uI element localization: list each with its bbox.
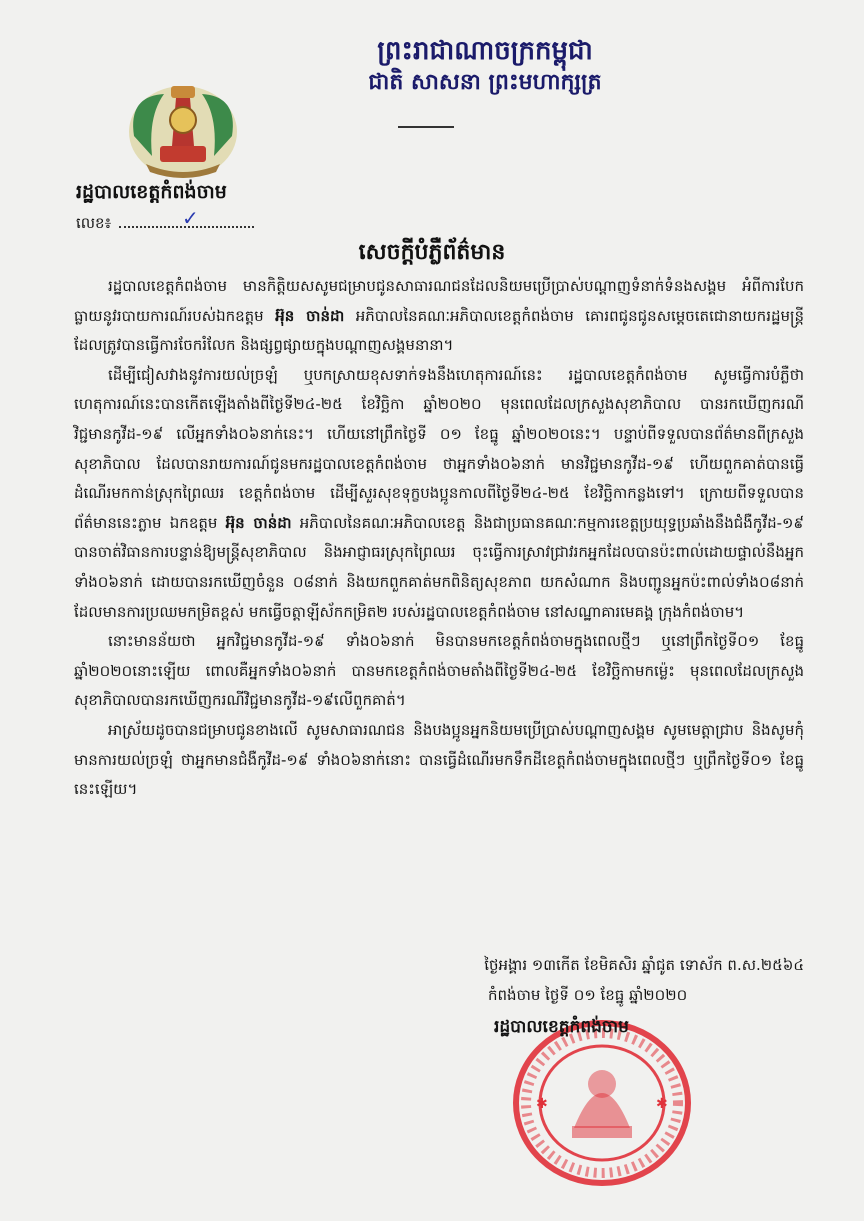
paragraph-1-text-b: អភិបាលនៃគណៈអភិបាលខេត្តកំពង់ចាម គោរពជូនជូនសម្តេចតេជោនាយករដ្ឋមន្ត្រី ដែលត្រូវបានធ្វើការចែករំលែក និងផ្សព្វផ្សាយក្នុងបណ្តាញសង្គមនានា។ — [74, 306, 804, 355]
svg-text:✱: ✱ — [656, 1096, 668, 1112]
kingdom-title: ព្រះរាជាណាចក្រកម្ពុជា — [377, 36, 593, 66]
paragraph-1-text-a: រដ្ឋបាលខេត្តកំពង់ចាម មានកិត្តិយសសូមជម្រាបជូនសាធារណជនដែលនិយមប្រើប្រាស់បណ្តាញទំនាក់ទំនងសង្គម អំពីការបែកធ្លាយនូវរបាយការណ៍របស់ឯកឧត្តម — [74, 277, 804, 325]
svg-text:✱: ✱ — [536, 1096, 548, 1112]
governor-name: អ៊ុន ចាន់ដា — [225, 513, 292, 532]
reference-line — [76, 212, 254, 236]
paragraph-4: អាស្រ័យដូចបានជម្រាបជូនខាងលើ សូមសាធារណជន និងបងប្អូនអ្នកនិយមប្រើប្រាស់បណ្តាញសង្គម សូមមេត្តាជ្រាប និងសូមកុំមានការយល់ច្រឡំ ថាអ្នកមានជំងឺកូវីដ-១៩ ទាំង០៦នាក់នោះ បានធ្វើដំណើរមកទឹកដីខេត្តកំពង់ចាមក្នុងពេលថ្មីៗ ឬព្រឹកថ្ងៃទី០១ ខែធ្នូនេះឡើយ។ — [74, 720, 804, 799]
checkmark-icon: ✓ — [182, 206, 199, 230]
signer-name: រដ្ឋបាលខេត្តកំពង់ចាម — [494, 1017, 629, 1037]
paragraph-2-text-b: អភិបាលនៃគណៈអភិបាលខេត្ត និងជាប្រធានគណៈកម្មការខេត្តប្រយុទ្ធប្រឆាំងនឹងជំងឺកូវីដ-១៩ បានចាត់វិធានការបន្ទាន់ឱ្យមន្ត្រីសុខាភិបាល និងអាជ្ញាធរស្រុកព្រៃឈរ ចុះធ្វើការស្រាវជ្រាវរកអ្នកដែលបានប៉ះពាល់ដោយផ្ទាល់នឹងអ្នកទាំង០៦នាក់ ដោយបានរកឃើញចំនួន ០៨នាក់ និងយកពួកគាត់មកពិនិត្យសុខភាព យកសំណាក និងបញ្ជូនអ្នកប៉ះពាល់ទាំង០៨នាក់ដែលមានការប្រឈមកម្រិតខ្ពស់ មកធ្វើចត្តាឡីស័កកម្រិត២ របស់រដ្ឋបាលខេត្តកំពង់ចាម នៅសណ្ឋាគារមេគង្គ ក្រុងកំពង់ចាម។ — [74, 513, 804, 621]
governor-name: អ៊ុន ចាន់ដា — [275, 306, 345, 325]
paragraph-3: នោះមានន័យថា អ្នកវិជ្ជមានកូវីដ-១៩ ទាំង០៦នាក់ មិនបានមកខេត្តកំពង់ចាមក្នុងពេលថ្មីៗ ឬនៅព្រឹកថ្ងៃទី០១ ខែធ្នូ ឆ្នាំ២០២០នោះឡើយ ពោលគឺអ្នកទាំង០៦នាក់ បានមកខេត្តកំពង់ចាមតាំងពីថ្ងៃទី២៤-២៥ ខែវិច្ឆិកាមកម្ល៉េះ មុនពេលដែលក្រសួងសុខាភិបាលបានរកឃើញករណីវិជ្ជមានកូវីដ-១៩លើពួកគាត់។ — [74, 632, 804, 710]
lunar-date: ថ្ងៃអង្គារ ១៣កើត ខែមិគសិរ ឆ្នាំជូត ទោស័ក ព.ស.២៥៦៤ — [484, 956, 804, 974]
document-title: សេចក្តីបំភ្លឺព័ត៌មាន — [358, 240, 506, 265]
kingdom-emblem-icon — [124, 76, 242, 182]
document-body — [74, 272, 804, 805]
reference-label: លេខ៖ — [76, 214, 112, 232]
paragraph-2 — [74, 361, 804, 627]
kingdom-motto: ជាតិ សាសនា ព្រះមហាក្សត្រ — [368, 70, 602, 95]
kingdom-header — [330, 34, 640, 98]
solar-date: កំពង់ចាម ថ្ងៃទី ០១ ខែធ្នូ ឆ្នាំ២០២០ — [488, 986, 688, 1004]
header-divider — [398, 126, 454, 128]
paragraph-2-text-a: ដើម្បីជៀសវាងនូវការយល់ច្រឡំ ឬបកស្រាយខុសទាក់ទងនឹងហេតុការណ៍នេះ រដ្ឋបាលខេត្តកំពង់ចាម សូមធ្វើការបំភ្លឺថា ហេតុការណ៍នេះបានកើតឡើងតាំងពីថ្ងៃទី២៤-២៥ ខែវិច្ឆិកា ឆ្នាំ២០២០ មុនពេលដែលក្រសួងសុខាភិបាល បានរកឃើញករណីវិជ្ជមានកូវីដ-១៩ លើអ្នកទាំង០៦នាក់នេះ។ ហើយនៅព្រឹកថ្ងៃទី ០១ ខែធ្នូ ឆ្នាំ២០២០នេះ។ បន្ទាប់ពីទទួលបានព័ត៌មានពីក្រសួងសុខាភិបាល ដែលបានរាយការណ៍ជូនមករដ្ឋបាលខេត្តកំពង់ចាម ថាអ្នកទាំង០៦នាក់ មានវិជ្ជមានកូវីដ-១៩ ហើយពួកគាត់បានធ្វើដំណើរមកកាន់ស្រុកព្រៃឈរ ខេត្តកំពង់ចាម ដើម្បីសួរសុខទុក្ខបងប្អូនកាលពីថ្ងៃទី២៤-២៥ ខែវិច្ឆិកាកន្លងទៅ។ ក្រោយពីទទួលបានព័ត៌មាននេះភ្លាម ឯកឧត្តម — [74, 365, 804, 532]
paragraph-1 — [74, 272, 804, 361]
issuer-name: រដ្ឋបាលខេត្តកំពង់ចាម — [76, 181, 227, 203]
official-seal-icon — [512, 1018, 692, 1188]
